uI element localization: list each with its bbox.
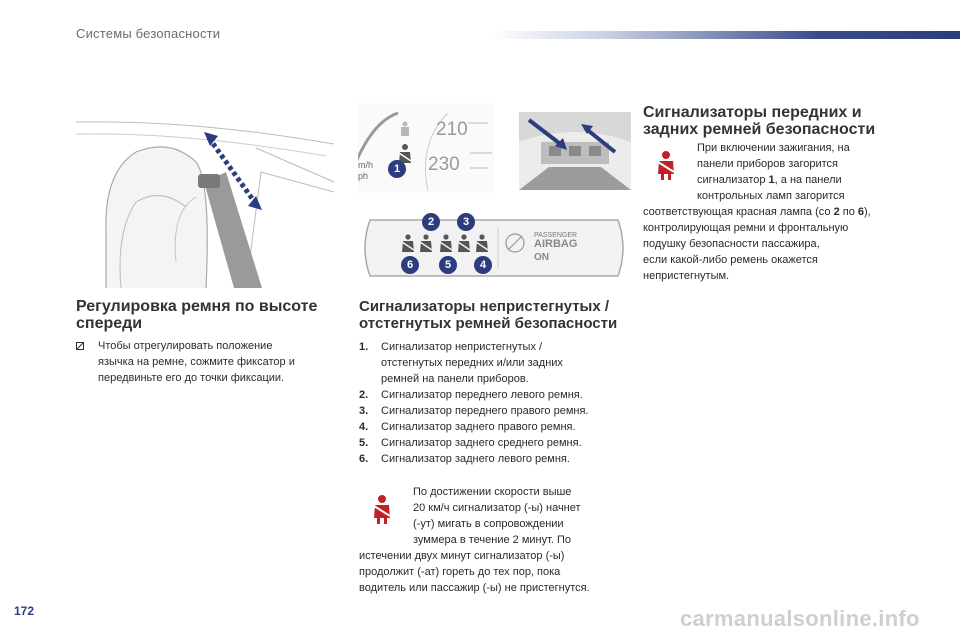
- overhead-console-illustration: [519, 112, 631, 190]
- speed-label-210: 210: [436, 119, 468, 140]
- list-item: 5. Сигнализатор заднего среднего ремня.: [359, 437, 582, 449]
- instrument-cluster-illustration: [358, 103, 494, 193]
- footer-watermark: carmanualsonline.info: [680, 606, 920, 631]
- belt-lamp-2-icon: [420, 234, 432, 252]
- list-item: 3. Сигнализатор переднего правого ремня.: [359, 405, 589, 417]
- list-item: 2. Сигнализатор переднего левого ремня.: [359, 389, 583, 401]
- panel-airbag-label: AIRBAG: [534, 238, 578, 250]
- callout-1: 1: [388, 160, 406, 178]
- section-height-title: Регулировка ремня по высоте спереди: [76, 298, 318, 332]
- seatbelt-warning-red-icon-right: [655, 150, 677, 180]
- list-item: 6. Сигнализатор заднего левого ремня.: [359, 453, 570, 465]
- seatbelt-warning-red-icon: [371, 494, 393, 524]
- unit-mph-label: ph: [358, 171, 369, 181]
- section-warnings-title: Сигнализаторы непристегнутых / отстегнутых ремней безопасности: [359, 298, 618, 332]
- speed-label-230: 230: [428, 154, 460, 175]
- callout-4: 4: [474, 256, 492, 274]
- section-height-body: Чтобы отрегулировать положение язычка на ремне, сожмите фиксатор и передвиньте его до точки фиксации.: [98, 340, 295, 384]
- seatbelt-height-illustration: [76, 112, 336, 288]
- front-rear-indented: При включении зажигания, на панели приборов загорится сигнализатор 1, а на панели контрольных ламп загорится: [697, 142, 850, 202]
- speed-note-full: истечении двух минут сигнализатор (-ы) продолжит (-ат) гореть до тех пор, пока водитель или пассажир (-ы) не пристегнутся.: [359, 550, 590, 594]
- page-number: 172: [14, 604, 35, 618]
- belt-lamp-1-icon: [402, 234, 414, 252]
- header-decorative-bar: [490, 31, 960, 39]
- list-item: 1. Сигнализатор непристегнутых / отстегнутых передних и/или задних ремней на панели приборов.: [359, 341, 563, 385]
- page-header-title: Системы безопасности: [76, 26, 221, 41]
- warnings-list: [359, 339, 629, 467]
- panel-passenger-label: PASSENGER: [534, 232, 578, 239]
- callout-2: 2: [422, 213, 440, 231]
- unit-kmh-label: m/h: [358, 160, 374, 170]
- belt-lamp-4-icon: [458, 234, 470, 252]
- bullet-icon: [76, 342, 84, 350]
- callout-3: 3: [457, 213, 475, 231]
- belt-lamp-5-icon: [476, 234, 488, 252]
- belt-lamp-3-icon: [440, 234, 452, 252]
- callout-5: 5: [439, 256, 457, 274]
- warning-lamp-panel-illustration: [358, 210, 630, 286]
- panel-on-label: ON: [534, 252, 549, 263]
- callout-6: 6: [401, 256, 419, 274]
- front-rear-full: соответствующая красная лампа (со 2 по 6), контролирующая ремни и фронтальную подушку безопасности пассажира, если какой-либо ремень окажется непристегнутым.: [643, 206, 871, 282]
- list-item: 4. Сигнализатор заднего правого ремня.: [359, 421, 576, 433]
- section-front-rear-title: Сигнализаторы передних и задних ремней безопасности: [643, 104, 876, 138]
- speed-note-indented: По достижении скорости выше 20 км/ч сигнализатор (-ы) начнет (-ут) мигать в сопровождении зуммера в течение 2 минут. По: [413, 486, 581, 546]
